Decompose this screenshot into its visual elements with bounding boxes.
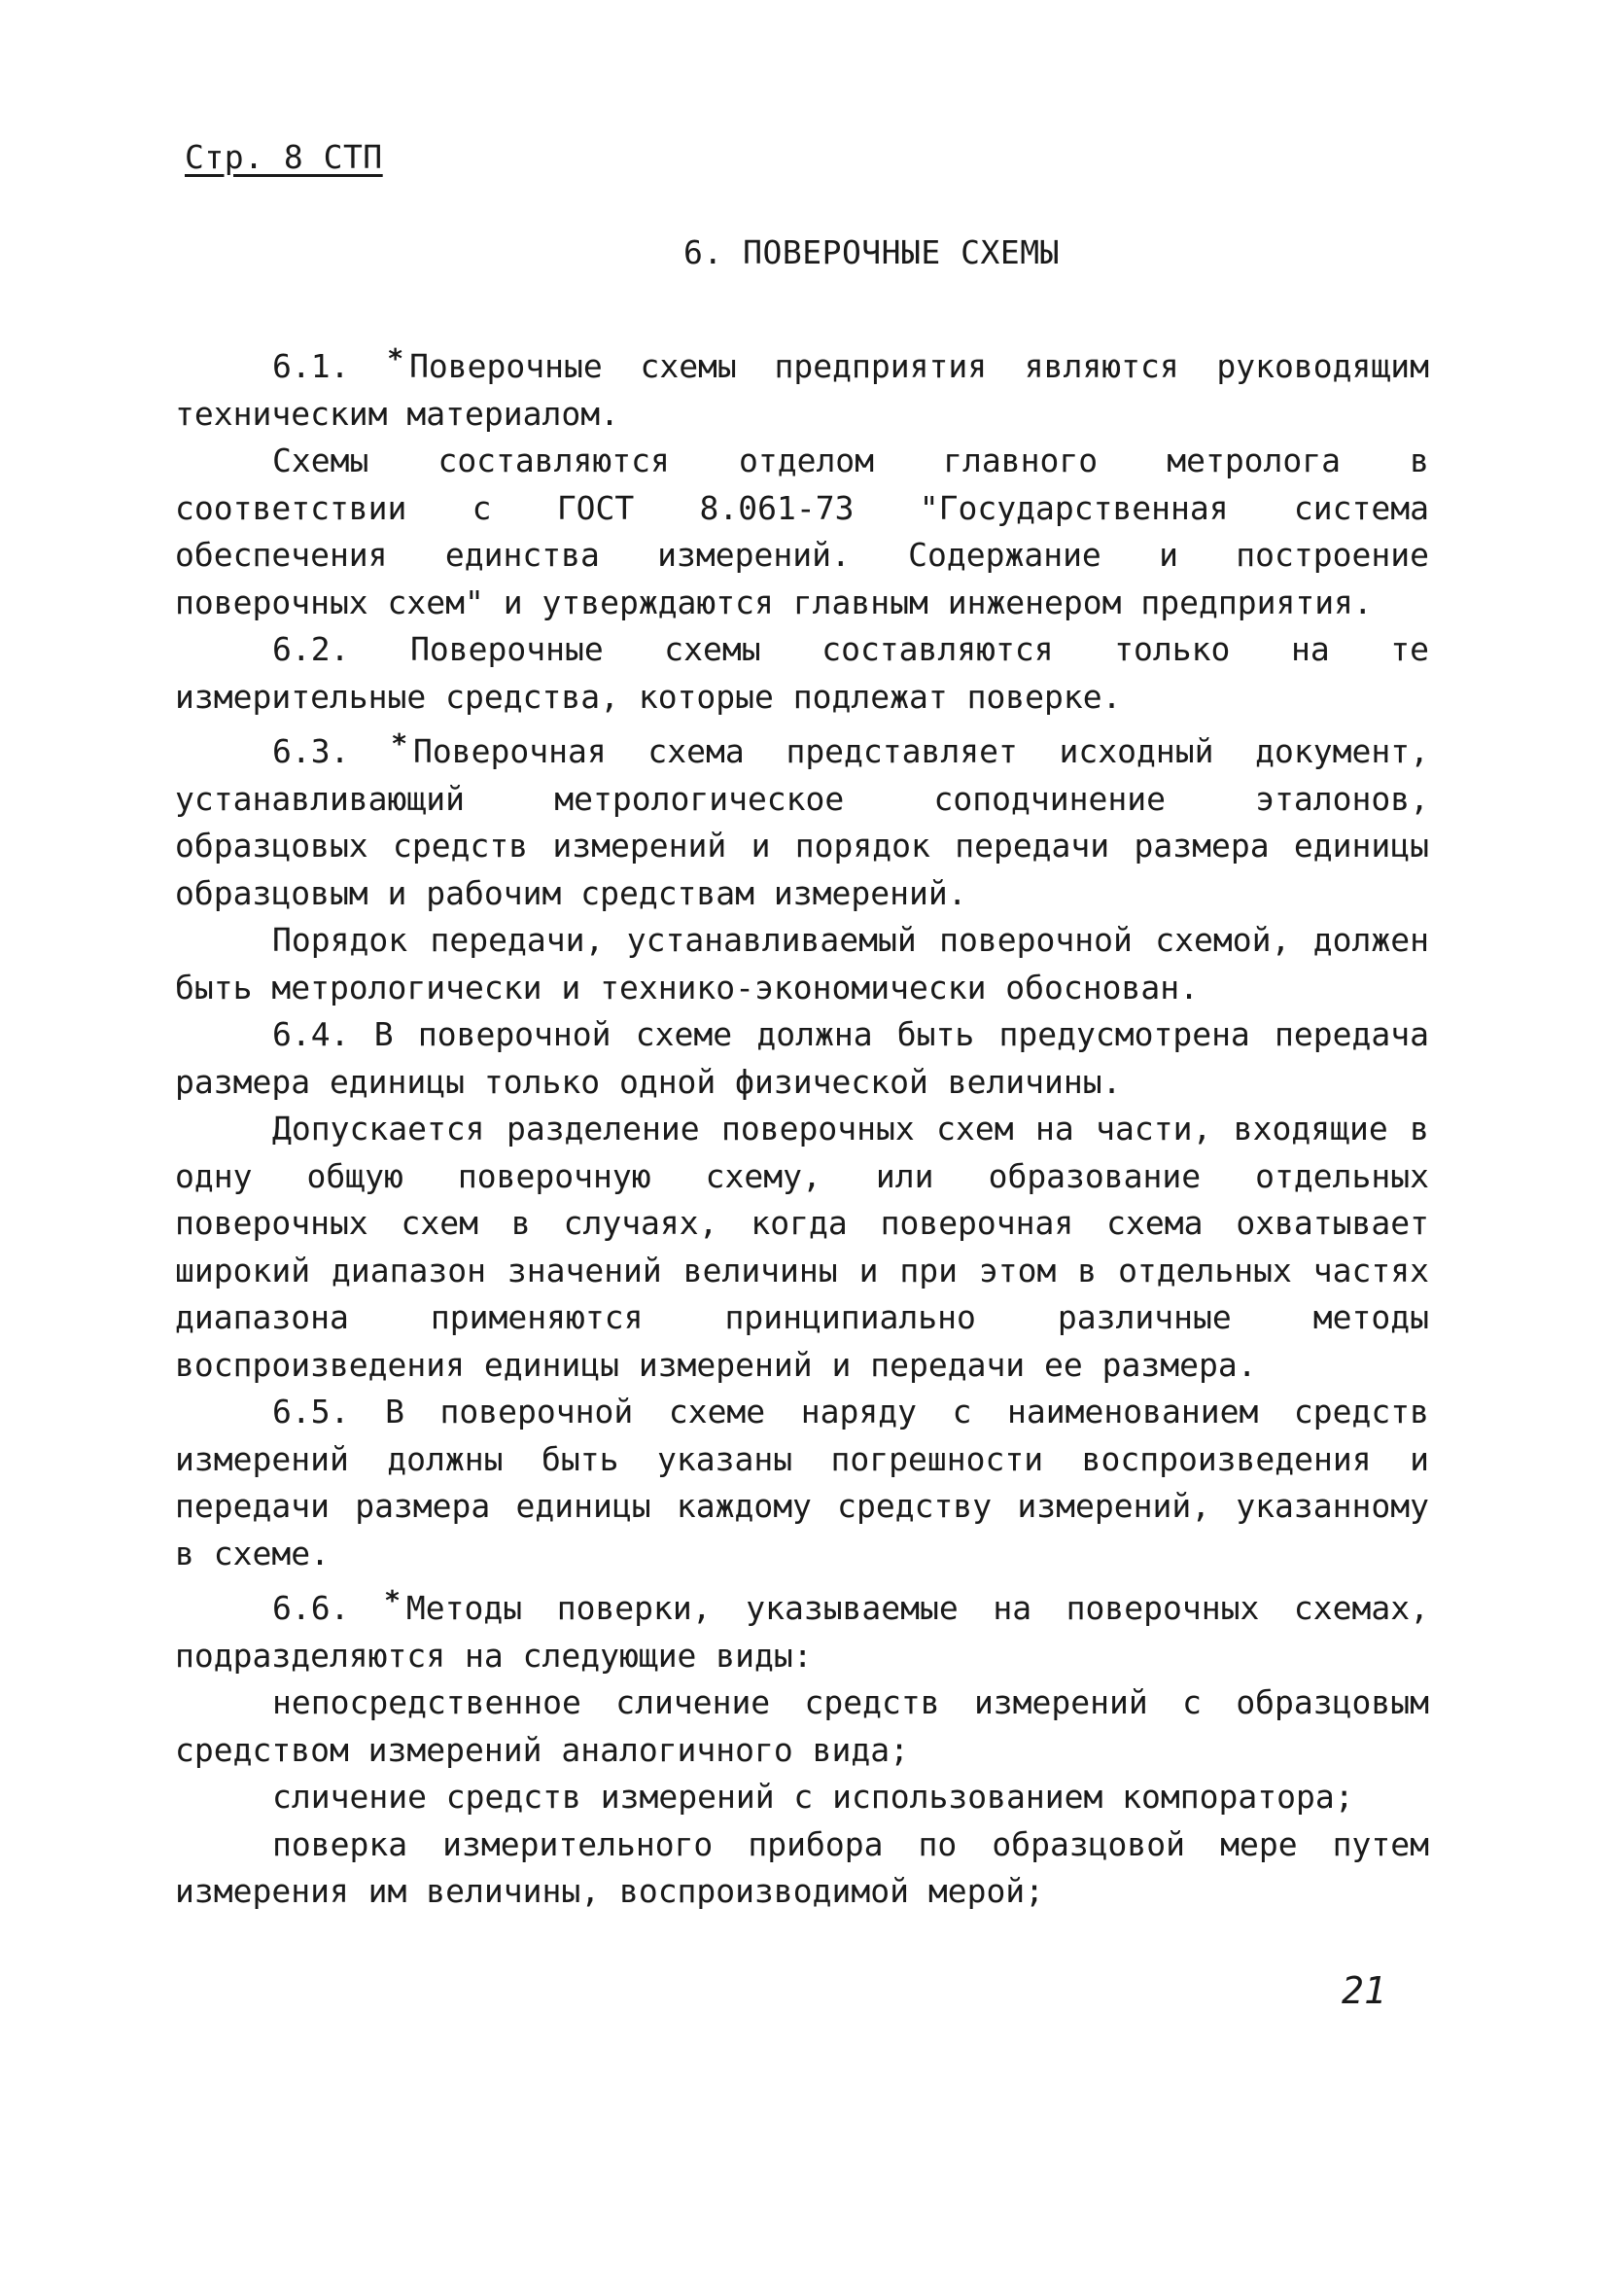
paragraph-text: Поверочные схемы предприятия являются руководящим техническим материалом.: [175, 347, 1429, 433]
paragraph-text: В поверочной схеме наряду с наименованием средств измерений должны быть указаны погрешности воспроизведения и передачи размера единицы каждому средству измерений, указанному в схеме.: [175, 1393, 1429, 1572]
revision-star-mark: *: [391, 727, 408, 759]
page-header: Стр. 8 СТП: [185, 138, 383, 176]
paragraph-6-1: [175, 336, 1429, 438]
paragraph-6-1-cont: [175, 438, 1429, 626]
paragraph-text: Порядок передачи, устанавливаемый поверочной схемой, должен быть метрологически и технико-экономически обоснован.: [175, 921, 1429, 1007]
revision-star-mark: *: [384, 1584, 401, 1616]
clause-number: 6.5.: [272, 1393, 350, 1431]
clause-number: 6.4.: [272, 1015, 350, 1053]
paragraph-6-3-cont: [175, 917, 1429, 1011]
paragraph-text: В поверочной схеме должна быть предусмотрена передача размера единицы только одной физической величины.: [175, 1015, 1429, 1101]
paragraph-text: сличение средств измерений с использованием компоратора;: [272, 1778, 1354, 1816]
paragraph-text: поверка измерительного прибора по образцовой мере путем измерения им величины, воспроизводимой мерой;: [175, 1824, 1429, 1910]
section-title-text: 6. ПОВЕРОЧНЫЕ СХЕМЫ: [683, 233, 1060, 271]
body-text: [175, 336, 1429, 1916]
paragraph-6-2: [175, 626, 1429, 721]
clause-number: 6.6.: [272, 1589, 350, 1627]
paragraph-text: Поверочная схема представляет исходный документ, устанавливающий метрологическое соподчинение эталонов, образцовых средств измерений и порядок передачи размера единицы образцовым и рабочим средствам измерений.: [175, 732, 1429, 912]
page-number: 21: [1342, 1969, 1386, 2012]
paragraph-6-6: [175, 1577, 1429, 1679]
list-item: [175, 1679, 1429, 1774]
paragraph-text: Допускается разделение поверочных схем на части, входящие в одну общую поверочную схему, или образование отдельных поверочных схем в случаях, когда поверочная схема охватывает широкий диапазон значений величины и при этом в отдельных частях диапазона применяются принципиально различные методы воспроизведения единицы измерений и передачи ее размера.: [175, 1110, 1429, 1384]
clause-number: 6.2.: [272, 630, 350, 668]
paragraph-6-5: [175, 1389, 1429, 1577]
section-title: [0, 233, 1607, 271]
paragraph-text: Схемы составляются отделом главного метролога в соответствии с ГОСТ 8.061-73 "Государственная система обеспечения единства измерений. Содержание и построение поверочных схем" и утверждаются главным инженером предприятия.: [175, 442, 1429, 621]
paragraph-6-4: [175, 1011, 1429, 1106]
list-item: [175, 1774, 1429, 1821]
paragraph-6-3: [175, 721, 1429, 917]
list-item: [175, 1821, 1429, 1916]
paragraph-6-4-cont: [175, 1106, 1429, 1389]
clause-number: 6.3.: [272, 732, 350, 770]
revision-star-mark: *: [387, 342, 404, 374]
paragraph-text: Методы поверки, указываемые на поверочных схемах, подразделяются на следующие виды:: [175, 1589, 1429, 1675]
clause-number: 6.1.: [272, 347, 350, 385]
paragraph-text: Поверочные схемы составляются только на те измерительные средства, которые подлежат поверке.: [175, 630, 1429, 716]
paragraph-text: непосредственное сличение средств измерений с образцовым средством измерений аналогичного вида;: [175, 1683, 1429, 1769]
